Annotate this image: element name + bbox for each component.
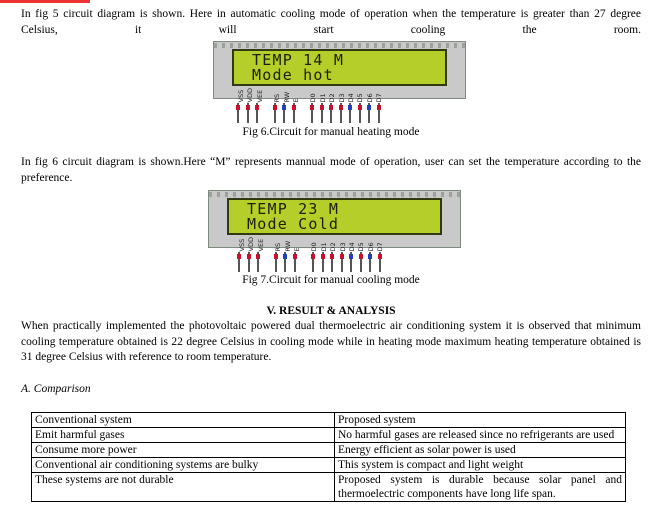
lcd-pin (257, 252, 259, 272)
lcd-line-2: Mode Cold (247, 215, 340, 233)
table-row (32, 428, 626, 443)
lcd-pin (238, 252, 240, 272)
lcd-pin (368, 103, 370, 123)
lcd-figure-heating (213, 41, 466, 125)
paragraph-result: When practically implemented the photovoltaic powered dual thermoelectric air conditioning system it is observed that minimum cooling temperature obtained is 22 degree Celsius in cooling mode while in heating mode maximum heating temperature obtained is 31 degree Celsius with reference to room temperature. (21, 320, 641, 363)
pin-label: VSS (238, 238, 246, 252)
pin-label: D0 (310, 242, 319, 252)
pin-label: VDD (247, 237, 256, 252)
lcd-pin (321, 103, 323, 123)
pin-label: D1 (318, 93, 327, 103)
lcd-pin (331, 252, 333, 272)
lcd-pin-row (237, 103, 437, 121)
lcd-pin (283, 103, 285, 123)
lcd-screen (232, 49, 447, 86)
figure-caption-heating: Fig 6.Circuit for manual heating mode (242, 126, 420, 138)
lcd-pin (284, 252, 286, 272)
lcd-pin (330, 103, 332, 123)
lcd-line-2: Mode hot (252, 66, 334, 84)
lcd-pin (275, 252, 277, 272)
lcd-pin (274, 103, 276, 123)
table-row (32, 458, 626, 473)
pin-label: D2 (328, 93, 337, 103)
lcd-pin (247, 103, 249, 123)
pin-label: RS (274, 242, 283, 252)
section-heading: V. RESULT & ANALYSIS (266, 305, 396, 317)
pin-label: VDD (246, 88, 255, 103)
pin-label: E (292, 247, 301, 252)
lcd-pin (360, 252, 362, 272)
pin-label: D6 (365, 93, 374, 103)
proposed-cell: No harmful gases are released since no refrigerants are used (335, 428, 626, 443)
conventional-cell: Conventional system (32, 413, 335, 428)
lcd-pin (248, 252, 250, 272)
lcd-pin (359, 103, 361, 123)
pin-label: D0 (309, 93, 318, 103)
pin-label: D2 (329, 242, 338, 252)
lcd-frame-dots (209, 192, 460, 197)
pin-label: VEE (256, 238, 265, 252)
lcd-line-1: TEMP 14 M (252, 51, 345, 69)
table-row (32, 473, 626, 502)
subsection-heading: A. Comparison (21, 383, 91, 395)
lcd-pin (341, 252, 343, 272)
pin-label: VEE (255, 89, 264, 103)
lcd-pin (379, 252, 381, 272)
figure-caption-cooling: Fig 7.Circuit for manual cooling mode (242, 274, 420, 286)
paragraph-fig6: In fig 6 circuit diagram is shown.Here “M” represents mannual mode of operation, user can set the temperature according to the preference. (21, 156, 641, 184)
proposed-cell: Proposed system (335, 413, 626, 428)
lcd-frame-dots (214, 43, 465, 48)
pin-label: D3 (338, 242, 347, 252)
pin-label: D5 (357, 242, 366, 252)
conventional-cell: Conventional air conditioning systems are bulky (32, 458, 335, 473)
pin-label: D4 (347, 242, 356, 252)
table-row (32, 413, 626, 428)
lcd-pin (237, 103, 239, 123)
pin-label: D3 (337, 93, 346, 103)
conventional-cell: Emit harmful gases (32, 428, 335, 443)
pin-label: D6 (366, 242, 375, 252)
pin-label: D1 (319, 242, 328, 252)
table-row (32, 443, 626, 458)
proposed-cell: Proposed system is durable because solar panel and thermoelectric components have long life span. (335, 473, 626, 502)
lcd-pin (294, 252, 296, 272)
lcd-pin (322, 252, 324, 272)
pin-label: D7 (375, 93, 384, 103)
pin-label: RW (282, 91, 291, 103)
proposed-cell: This system is compact and light weight (335, 458, 626, 473)
lcd-line-1: TEMP 23 M (247, 200, 340, 218)
pin-label: E (291, 98, 300, 103)
paragraph-fig5: In fig 5 circuit diagram is shown. Here in automatic cooling mode of operation when the temperature is greater than 27 degree Celsius, it will start cooling the room. (21, 8, 641, 36)
lcd-pin-row (238, 252, 438, 270)
pin-label: VSS (237, 89, 245, 103)
lcd-pin (349, 103, 351, 123)
page-edge-mark (0, 0, 90, 3)
conventional-cell: These systems are not durable (32, 473, 335, 502)
lcd-pin (293, 103, 295, 123)
conventional-cell: Consume more power (32, 443, 335, 458)
lcd-pin (340, 103, 342, 123)
pin-label: RS (273, 93, 282, 103)
lcd-figure-cooling (208, 190, 461, 274)
lcd-pin (369, 252, 371, 272)
lcd-pin (312, 252, 314, 272)
pin-label: D7 (376, 242, 385, 252)
proposed-cell: Energy efficient as solar power is used (335, 443, 626, 458)
lcd-pin (256, 103, 258, 123)
lcd-pin-labels (237, 88, 384, 102)
lcd-screen (227, 198, 442, 235)
lcd-pin (378, 103, 380, 123)
comparison-table (31, 412, 626, 502)
lcd-pin-labels (238, 237, 385, 251)
pin-label: RW (283, 240, 292, 252)
lcd-pin (350, 252, 352, 272)
pin-label: D4 (346, 93, 355, 103)
pin-label: D5 (356, 93, 365, 103)
lcd-pin (311, 103, 313, 123)
